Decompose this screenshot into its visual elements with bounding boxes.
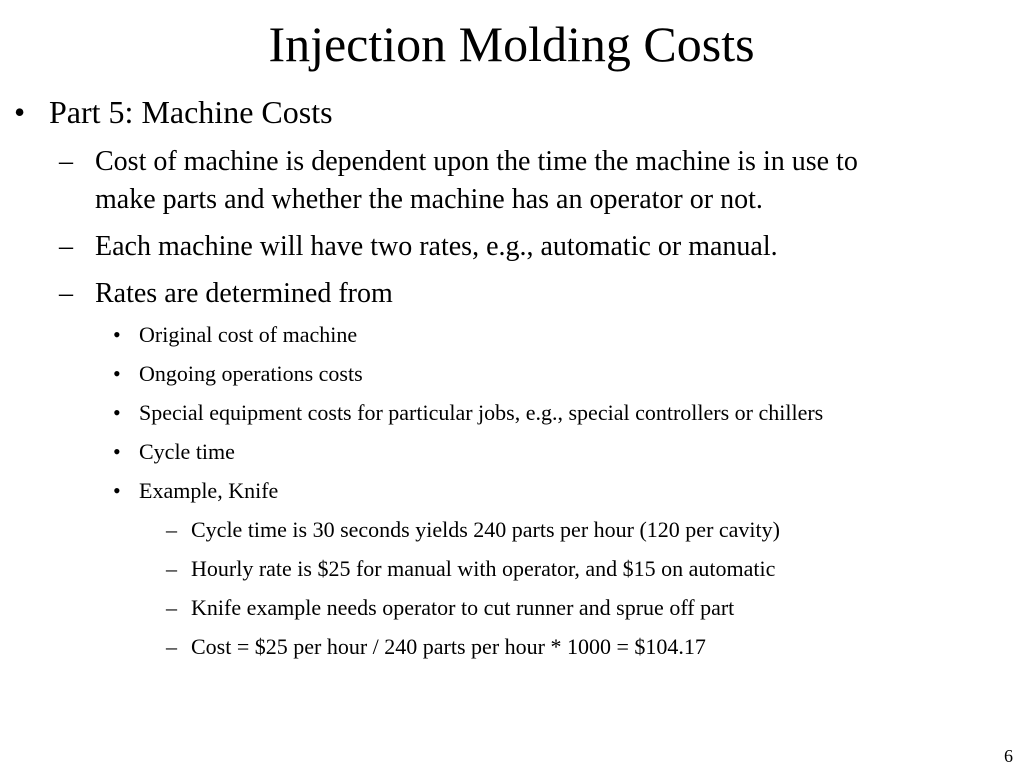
dash-rates-from: Rates are determined from [95, 278, 393, 309]
page-number: 6 [1004, 746, 1013, 766]
slide-title: Injection Molding Costs [268, 16, 755, 72]
bullet-marker: • [14, 94, 26, 130]
factor-item: Special equipment costs for particular jobs, e.g., special controllers or chillers [139, 400, 824, 425]
bullet-marker: • [113, 361, 121, 386]
bullet-part-5: Part 5: Machine Costs [49, 94, 333, 130]
knife-example-item: Knife example needs operator to cut runner and sprue off part [191, 595, 735, 620]
dash-dependency-line-1: Cost of machine is dependent upon the time the machine is in use to [95, 146, 858, 177]
dash-two-rates: Each machine will have two rates, e.g., automatic or manual. [95, 231, 778, 262]
knife-example-item: Hourly rate is $25 for manual with operator, and $15 on automatic [191, 556, 776, 581]
dash-dependency-line-2: make parts and whether the machine has an operator or not. [95, 184, 763, 215]
factor-item: Ongoing operations costs [139, 361, 363, 386]
dash-marker: – [59, 146, 73, 177]
dash-marker: – [166, 595, 177, 620]
knife-example-item: Cost = $25 per hour / 240 parts per hour * 1000 = $104.17 [191, 634, 706, 659]
dash-marker: – [166, 517, 177, 542]
factor-item: Example, Knife [139, 478, 279, 503]
dash-marker: – [59, 278, 73, 309]
bullet-marker: • [113, 439, 121, 464]
dash-marker: – [166, 556, 177, 581]
bullet-marker: • [113, 322, 121, 347]
knife-example-item: Cycle time is 30 seconds yields 240 parts per hour (120 per cavity) [191, 517, 780, 542]
dash-marker: – [166, 634, 177, 659]
bullet-marker: • [113, 400, 121, 425]
factor-item: Cycle time [139, 439, 235, 464]
dash-marker: – [59, 231, 73, 262]
factor-item: Original cost of machine [139, 322, 358, 347]
bullet-marker: • [113, 478, 121, 503]
